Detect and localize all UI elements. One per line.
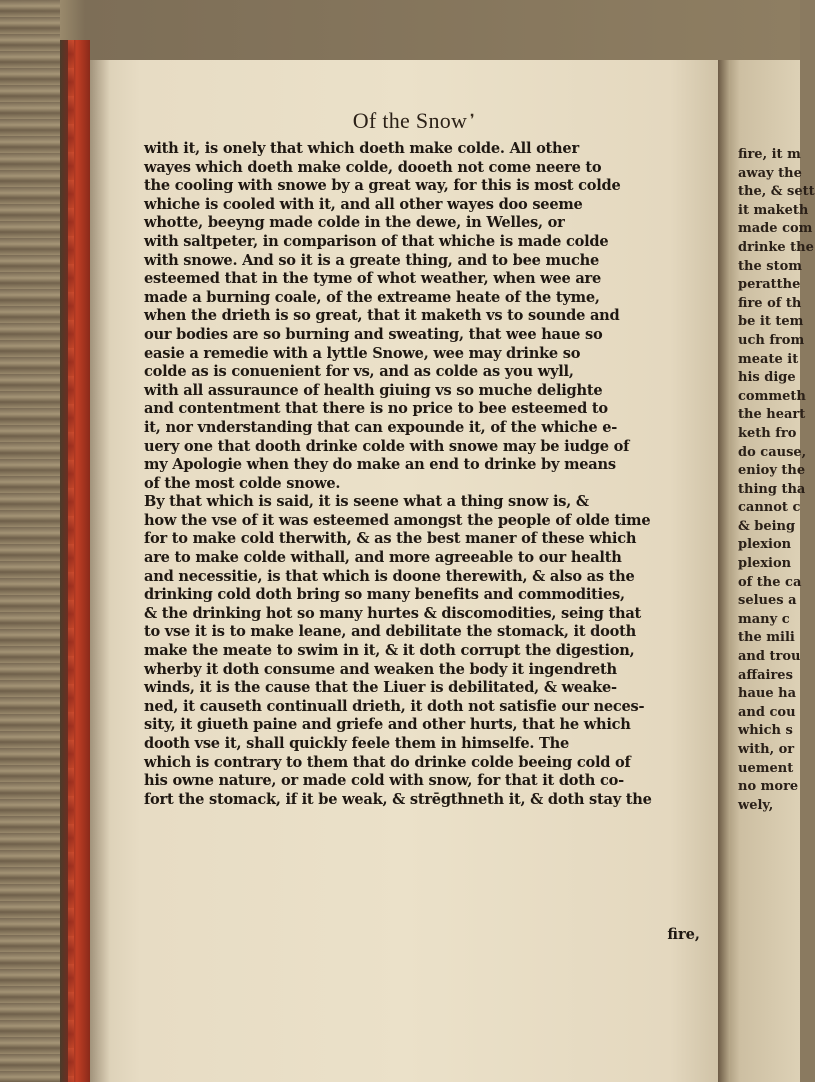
catchword: fire, bbox=[667, 926, 700, 943]
facing-line: made com bbox=[738, 221, 813, 237]
text-line: and necessitie, is that which is doone therewith, & also as the bbox=[144, 567, 635, 585]
text-line: drinking cold doth bring so many benefits and commodities, bbox=[144, 586, 625, 604]
text-line: colde as is conuenient for vs, and as colde as you wyll, bbox=[144, 363, 574, 381]
facing-line: cannot c bbox=[738, 500, 801, 516]
text-line: how the vse of it was esteemed amongst the people of olde time bbox=[144, 511, 651, 529]
facing-line: & being bbox=[738, 518, 796, 534]
facing-line: the heart bbox=[738, 407, 806, 423]
text-line: By that which is said, it is seene what a thing snow is, & bbox=[144, 493, 589, 511]
facing-line: uch from bbox=[738, 332, 805, 348]
text-line: with all assuraunce of health giuing vs so muche delighte bbox=[144, 381, 603, 399]
facing-line: with, or bbox=[738, 742, 795, 757]
facing-line: be it tem bbox=[738, 314, 804, 330]
facing-line: uement bbox=[738, 760, 794, 776]
facing-page-text bbox=[738, 146, 815, 815]
text-line: my Apologie when they do make an end to drinke by means bbox=[144, 456, 616, 474]
facing-line: the, & sett bbox=[738, 184, 815, 200]
text-line: with it, is onely that which doeth make colde. All other bbox=[144, 140, 579, 157]
facing-line: fire of th bbox=[738, 295, 802, 311]
text-line: fort the stomack, if it be weak, & strēgthneth it, & doth stay the bbox=[144, 790, 652, 808]
text-line: with snowe. And so it is a greate thing, and to bee muche bbox=[144, 251, 600, 269]
text-line: for to make cold therwith, & as the best maner of these which bbox=[144, 530, 637, 548]
facing-line: it maketh bbox=[738, 202, 809, 218]
text-line: easie a remedie with a lyttle Snowe, wee may drinke so bbox=[144, 344, 581, 362]
facing-line: selues a bbox=[738, 593, 797, 609]
facing-line: peratthe bbox=[738, 277, 801, 293]
facing-line: of the ca bbox=[738, 574, 802, 590]
facing-line: do cause, bbox=[738, 444, 807, 460]
facing-line: thing tha bbox=[738, 481, 806, 497]
facing-line: the mili bbox=[738, 630, 795, 646]
text-line: our bodies are so burning and sweating, that wee haue so bbox=[144, 325, 603, 343]
facing-line: fire, it m bbox=[738, 147, 801, 162]
text-line: made a burning coale, of the extreame heate of the tyme, bbox=[144, 288, 600, 306]
text-line: when the drieth is so great, that it maketh vs to sounde and bbox=[144, 307, 620, 325]
facing-line: wely, bbox=[738, 797, 774, 813]
text-line: winds, it is the cause that the Liuer is debilitated, & weake- bbox=[144, 679, 617, 697]
facing-line: plexion bbox=[738, 537, 792, 553]
facing-line: plexion bbox=[738, 556, 792, 572]
facing-line: enioy the bbox=[738, 463, 806, 479]
text-line: whotte, beeyng made colde in the dewe, in Welles, or bbox=[144, 214, 565, 232]
text-line: and contentment that there is no price to bee esteemed to bbox=[144, 400, 608, 418]
text-line: are to make colde withall, and more agreeable to our health bbox=[144, 549, 622, 567]
facing-line: and cou bbox=[738, 704, 796, 720]
facing-line: which s bbox=[738, 723, 793, 739]
facing-line: no more bbox=[738, 779, 799, 795]
text-line: whiche is cooled with it, and all other wayes doo seeme bbox=[144, 195, 583, 213]
facing-line: and trou bbox=[738, 649, 801, 665]
facing-line: meate it bbox=[738, 351, 799, 367]
running-header: Of the Snow bbox=[352, 108, 468, 133]
facing-line: affaires bbox=[738, 667, 793, 683]
page-gutter bbox=[718, 60, 730, 1082]
text-line: his owne nature, or made cold with snow, for that it doth co- bbox=[144, 772, 624, 790]
text-line: of the most colde snowe. bbox=[144, 474, 341, 492]
facing-line: keth fro bbox=[738, 425, 797, 441]
facing-line: commeth bbox=[738, 388, 806, 404]
text-line: ned, it causeth continuall drieth, it doth not satisfie our neces- bbox=[144, 697, 645, 715]
text-line: sity, it giueth paine and griefe and other hurts, that he which bbox=[144, 716, 631, 734]
text-line: & the drinking hot so many hurtes & discomodities, seing that bbox=[144, 604, 642, 622]
text-line: wherby it doth consume and weaken the body it ingendreth bbox=[144, 660, 617, 678]
text-line: the cooling with snowe by a great way, for this is most colde bbox=[144, 177, 621, 195]
text-line: wayes which doeth make colde, dooeth not come neere to bbox=[144, 158, 602, 176]
page-shadow bbox=[90, 60, 110, 1082]
facing-line: drinke the bbox=[738, 239, 814, 255]
facing-line: his dige bbox=[738, 370, 796, 386]
ornament-mark: ❜ bbox=[470, 112, 475, 128]
page-edges-left bbox=[0, 0, 60, 1082]
facing-line: the stom bbox=[738, 258, 803, 274]
facing-line: haue ha bbox=[738, 686, 796, 702]
text-line: to vse it is to make leane, and debilitate the stomack, it dooth bbox=[144, 623, 636, 641]
page-body-text bbox=[144, 140, 712, 809]
text-line: uery one that dooth drinke colde with snowe may be iudge of bbox=[144, 437, 630, 455]
facing-line: many c bbox=[738, 611, 790, 627]
text-line: make the meate to swim in it, & it doth corrupt the digestion, bbox=[144, 642, 635, 660]
text-line: it, nor vnderstanding that can expounde it, of the whiche e- bbox=[144, 418, 618, 436]
text-line: which is contrary to them that do drinke colde beeing cold of bbox=[144, 753, 631, 771]
text-line: dooth vse it, shall quickly feele them in himselfe. The bbox=[144, 735, 570, 752]
facing-line: away the bbox=[738, 165, 802, 181]
text-line: with saltpeter, in comparison of that whiche is made colde bbox=[144, 232, 609, 250]
book-binding bbox=[60, 40, 90, 1082]
text-line: esteemed that in the tyme of whot weather, when wee are bbox=[144, 270, 602, 288]
